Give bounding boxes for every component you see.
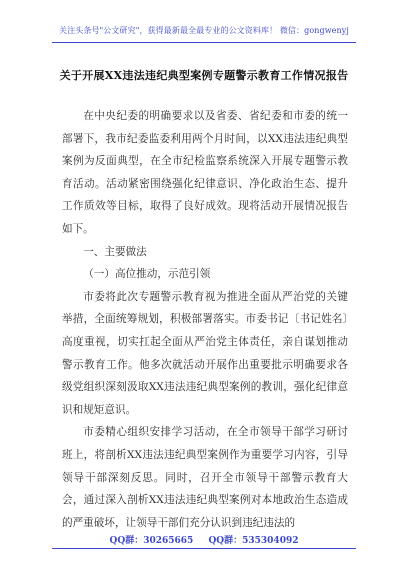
body-paragraph-2: 市委精心组织安排学习活动，在全市领导干部学习研讨班上，将剖析XX违法违纪典型案例作为重要学习内容，引导领导干部深刻反思。同时，召开全市领导干部警示教育大会，通过深入剖析XX违法违纪典型案例对本地政治生态造成的严重破坏，让领导干部们充分认识到违纪违法的 [62,426,348,529]
header-notice: 关注头条号"公文研究"，获得最新最全最专业的公文资料库！ 微信：gongwenyj [59,26,349,35]
footer-contact [0,533,408,546]
body-paragraph-1: 市委将此次专题警示教育视为推进全面从严治党的关键举措，全面统筹规划，积极部署落实。市委书记〔书记姓名〕高度重视，切实扛起全面从严治党主体责任，亲自谋划推动警示教育工作。他多次就活动开展作出重要批示明确要求各级党组织深刻汲取XX违法违纪典型案例的教训，强化纪律意识和规矩意识。 [62,290,348,416]
header-divider [52,42,356,43]
intro-paragraph: 在中央纪委的明确要求以及省委、省纪委和市委的统一部署下，我市纪委监委利用两个月时间，以XX违法违纪典型案例为反面典型，在全市纪检监察系统深入开展专题警示教育活动。活动紧密围绕强化纪律意识、净化政治生态、提升工作质效等目标，取得了良好成效。现将活动开展情况报告如下。 [62,110,348,235]
footer-qq-group-1: QQ群：30265665 [109,536,194,546]
footer-qq-group-2: QQ群：535304092 [208,536,299,546]
document-body [62,105,348,534]
subsection-heading: （一）高位推动，示范引领 [83,268,211,281]
document-title: 关于开展XX违法违纪典型案例专题警示教育工作情况报告 [59,69,349,82]
footer-divider [52,548,356,549]
section-heading: 一、主要做法 [83,245,147,258]
